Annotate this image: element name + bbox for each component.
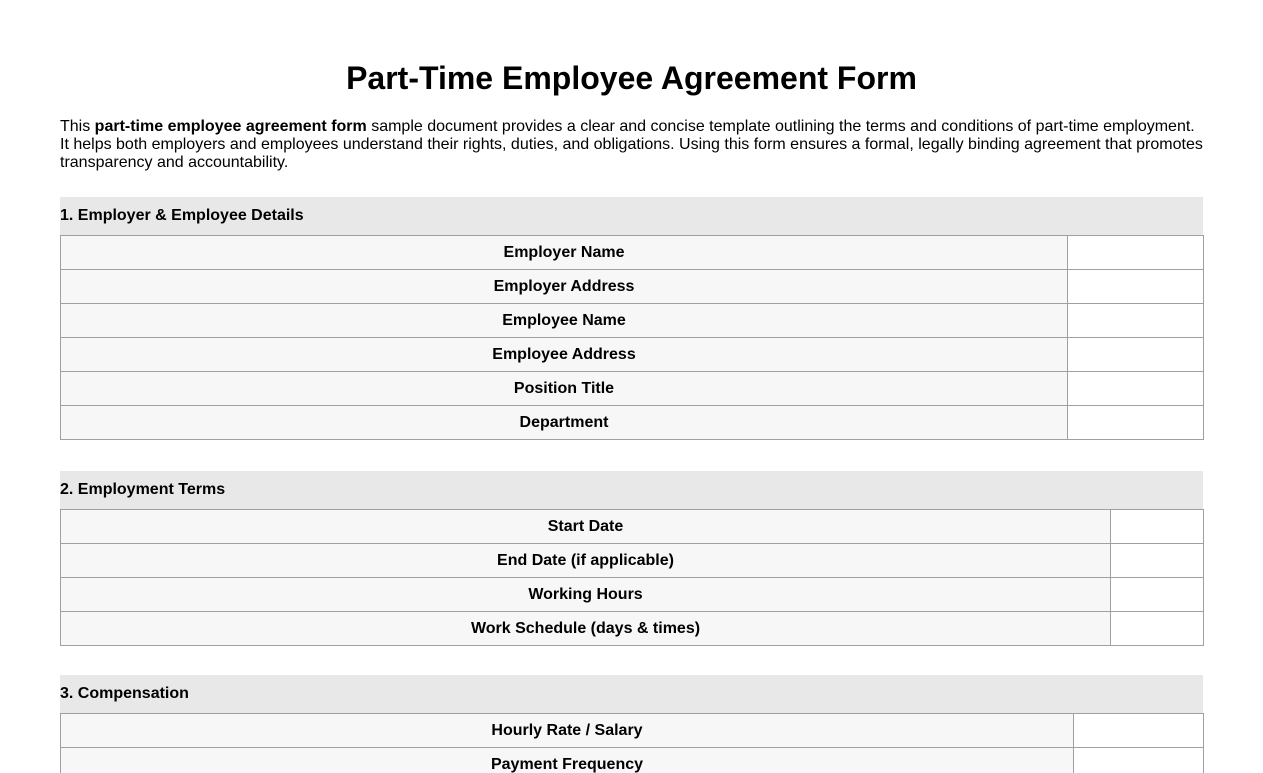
work-schedule-field[interactable] [1111, 612, 1204, 646]
intro-text-start: This [60, 118, 95, 135]
table-row [61, 544, 1204, 578]
field-label-employee-name: Employee Name [61, 304, 1068, 338]
position-title-field[interactable] [1068, 372, 1204, 406]
intro-text-bold: part-time employee agreement form [94, 118, 367, 135]
field-label-start-date: Start Date [61, 510, 1111, 544]
start-date-field[interactable] [1111, 510, 1204, 544]
page-title: Part-Time Employee Agreement Form [346, 60, 917, 96]
intro-text-end: sample document provides a clear and concise template outlining the terms and conditions of part-time employment. It helps both employers and employees understand their rights, duties, and obligations. Using this form ensures a formal, legally binding agreement that promotes transparency and accountability. [60, 118, 1203, 171]
hourly-rate-field[interactable] [1074, 714, 1204, 748]
department-field[interactable] [1068, 406, 1204, 440]
field-label-payment-frequency: Payment Frequency [61, 748, 1074, 773]
field-label-work-schedule: Work Schedule (days & times) [61, 612, 1111, 646]
field-label-working-hours: Working Hours [61, 578, 1111, 612]
field-label-hourly-rate: Hourly Rate / Salary [61, 714, 1074, 748]
employer-name-field[interactable] [1068, 236, 1204, 270]
section-heading-employer-employee-details: 1. Employer & Employee Details [60, 197, 1203, 236]
field-label-employer-address: Employer Address [61, 270, 1068, 304]
section-heading-employment-terms: 2. Employment Terms [60, 471, 1203, 510]
field-label-employer-name: Employer Name [61, 236, 1068, 270]
employment-terms-table [60, 509, 1204, 646]
field-label-department: Department [61, 406, 1068, 440]
table-row [61, 748, 1204, 773]
table-row [61, 612, 1204, 646]
table-row [61, 372, 1204, 406]
section-heading-compensation: 3. Compensation [60, 675, 1203, 714]
table-row [61, 304, 1204, 338]
employer-employee-details-table [60, 235, 1204, 440]
field-label-position-title: Position Title [61, 372, 1068, 406]
table-row [61, 578, 1204, 612]
table-row [61, 406, 1204, 440]
field-label-end-date: End Date (if applicable) [61, 544, 1111, 578]
table-row [61, 714, 1204, 748]
table-row [61, 338, 1204, 372]
compensation-table [60, 713, 1204, 773]
field-label-employee-address: Employee Address [61, 338, 1068, 372]
employer-address-field[interactable] [1068, 270, 1204, 304]
table-row [61, 236, 1204, 270]
employee-name-field[interactable] [1068, 304, 1204, 338]
intro-paragraph [60, 118, 1206, 172]
end-date-field[interactable] [1111, 544, 1204, 578]
payment-frequency-field[interactable] [1074, 748, 1204, 773]
employee-address-field[interactable] [1068, 338, 1204, 372]
table-row [61, 510, 1204, 544]
table-row [61, 270, 1204, 304]
working-hours-field[interactable] [1111, 578, 1204, 612]
